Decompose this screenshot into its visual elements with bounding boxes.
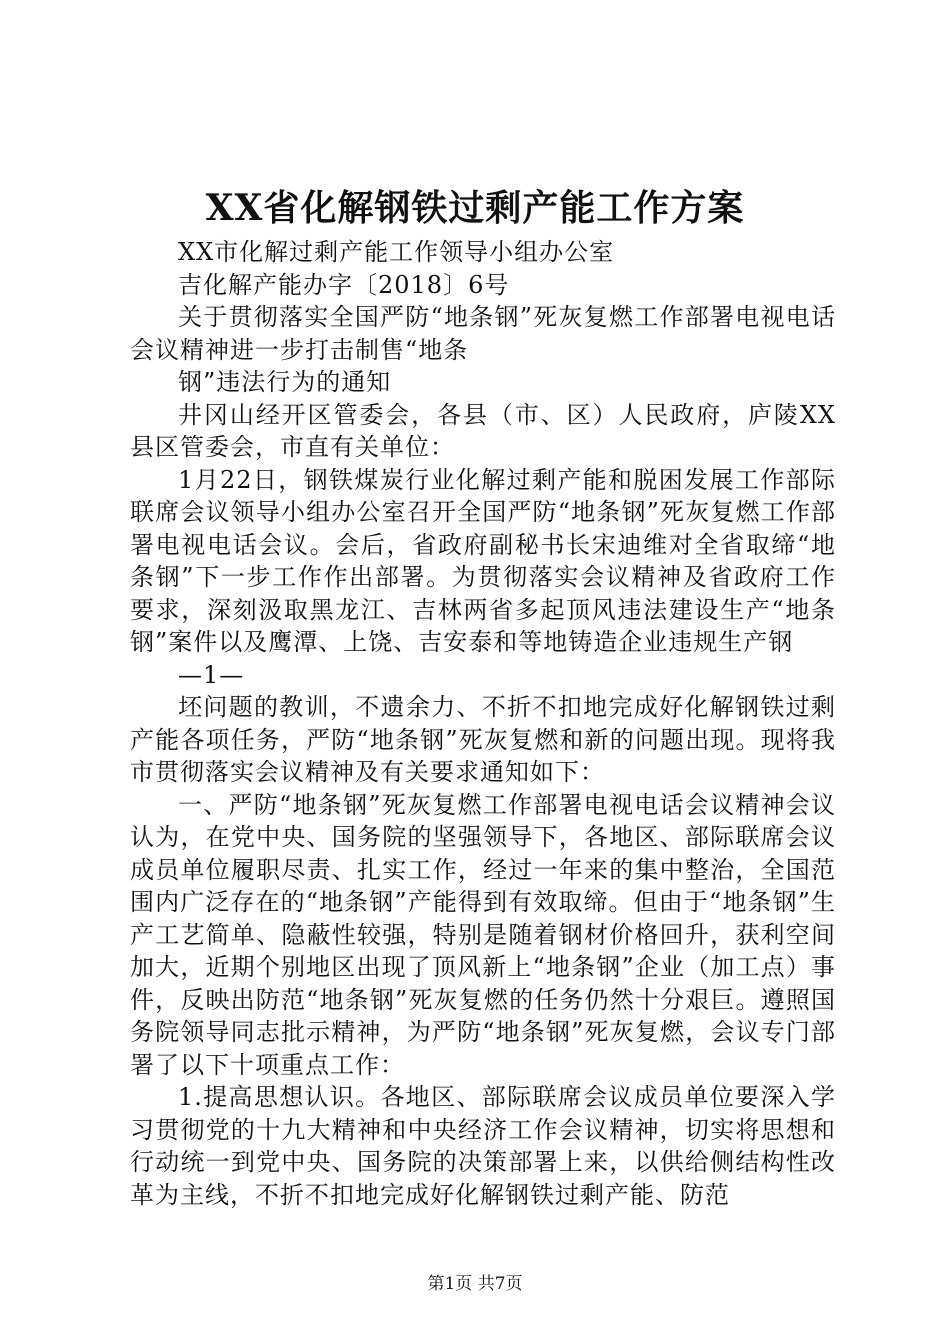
paragraph: 吉化解产能办字〔2018〕6号 [178,270,510,299]
paragraph: 井冈山经开区管委会，各县（市、区）人民政府，庐陵XX县区管委会，市直有关单位： [130,400,836,461]
paragraph: 1月22日，钢铁煤炭行业化解过剩产能和脱困发展工作部际联席会议领导小组办公室召开全国严防“地条钢”死灰复燃工作部署电视电话会议。会后，省政府副秘书长宋迪维对全省取缔“地条钢”下一步工作作出部署。为贯彻落实会议精神及省政府工作要求，深刻汲取黑龙江、吉林两省多起顶风违法建设生产“地条钢”案件以及鹰潭、上饶、吉安泰和等地铸造企业违规生产钢 [130,465,836,656]
document-title: XX省化解钢铁过剩产能工作方案 [205,187,745,229]
paragraph: 坯问题的教训，不遗余力、不折不扣地完成好化解钢铁过剩产能各项任务，严防“地条钢”死灰复燃和新的问题出现。现将我市贯彻落实会议精神及有关要求通知如下： [130,693,836,786]
paragraph: 一、严防“地条钢”死灰复燃工作部署电视电话会议精神会议认为，在党中央、国务院的坚强领导下，各地区、部际联席会议成员单位履职尽责、扎实工作，经过一年来的集中整治，全国范围内广泛存在的“地条钢”产能得到有效取缔。但由于“地条钢”生产工艺简单、隐蔽性较强，特别是随着钢材价格回升，获利空间加大，近期个别地区出现了顶风新上“地条钢”企业（加工点）事件，反映出防范“地条钢”死灰复燃的任务仍然十分艰巨。遵照国务院领导同志批示精神，为严防“地条钢”死灰复燃，会议专门部署了以下十项重点工作： [130,790,836,1079]
page-footer: 第1页 共7页 [427,1274,523,1294]
paragraph: 关于贯彻落实全国严防“地条钢”死灰复燃工作部署电视电话会议精神进一步打击制售“地条 [130,303,836,364]
paragraph: 钢”违法行为的通知 [178,368,392,396]
document-body [130,236,836,1211]
page-marker: —1— [178,660,245,689]
paragraph: 1.提高思想认识。各地区、部际联席会议成员单位要深入学习贯彻党的十九大精神和中央经济工作会议精神，切实将思想和行动统一到党中央、国务院的决策部署上来，以供给侧结构性改革为主线，不折不扣地完成好化解钢铁过剩产能、防范 [130,1083,836,1209]
paragraph: XX市化解过剩产能工作领导小组办公室 [178,238,615,266]
